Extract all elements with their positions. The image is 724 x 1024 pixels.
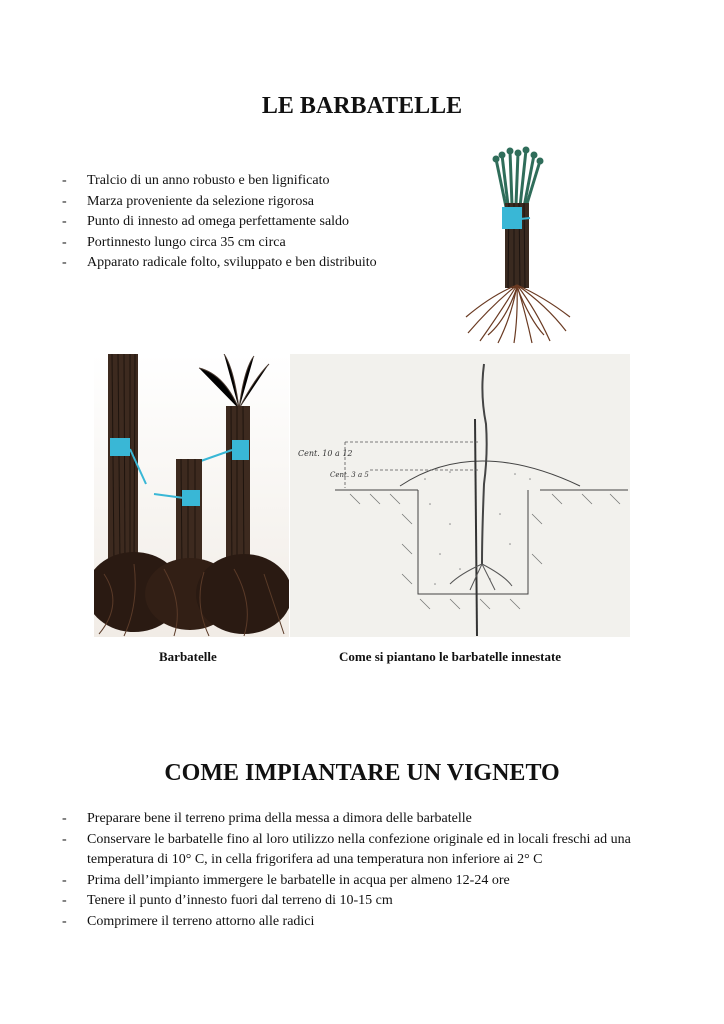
photo-caption: Barbatelle <box>159 649 217 664</box>
depth-label-1: Cent. 10 a 12 <box>298 449 353 458</box>
list-item: - Preparare bene il terreno prima della messa a dimora delle barbatelle <box>62 809 672 830</box>
depth-label-2: Cent. 3 a 5 <box>330 471 369 479</box>
grafted-cutting-bundle-image <box>462 145 574 345</box>
planting-diagram <box>290 354 630 637</box>
list-item: - Tralcio di un anno robusto e ben lignificato <box>62 171 442 192</box>
barbatelle-features-list <box>62 171 442 274</box>
list-item: - Comprimere il terreno attorno alle radici <box>62 912 672 933</box>
list-item: - Apparato radicale folto, sviluppato e ben distribuito <box>62 253 442 274</box>
diagram-caption: Come si piantano le barbatelle innestate <box>339 649 562 664</box>
list-item: - Conservare le barbatelle fino al loro utilizzo nella confezione originale ed in locali freschi ad una temperatura di 10° C, in cella frigorifera ad una temperatura non inferiore ai 2° C <box>62 830 672 871</box>
barbatelle-photo <box>94 354 289 637</box>
list-item: - Prima dell’impianto immergere le barbatelle in acqua per almeno 12-24 ore <box>62 871 672 892</box>
list-item: - Marza proveniente da selezione rigorosa <box>62 192 442 213</box>
planting-steps-list <box>62 809 672 932</box>
section-title-impianto: COME IMPIANTARE UN VIGNETO <box>164 760 560 786</box>
list-item: - Tenere il punto d’innesto fuori dal terreno di 10-15 cm <box>62 891 672 912</box>
section-title-barbatelle: LE BARBATELLE <box>261 93 463 119</box>
list-item: - Portinnesto lungo circa 35 cm circa <box>62 233 442 254</box>
list-item: - Punto di innesto ad omega perfettamente saldo <box>62 212 442 233</box>
